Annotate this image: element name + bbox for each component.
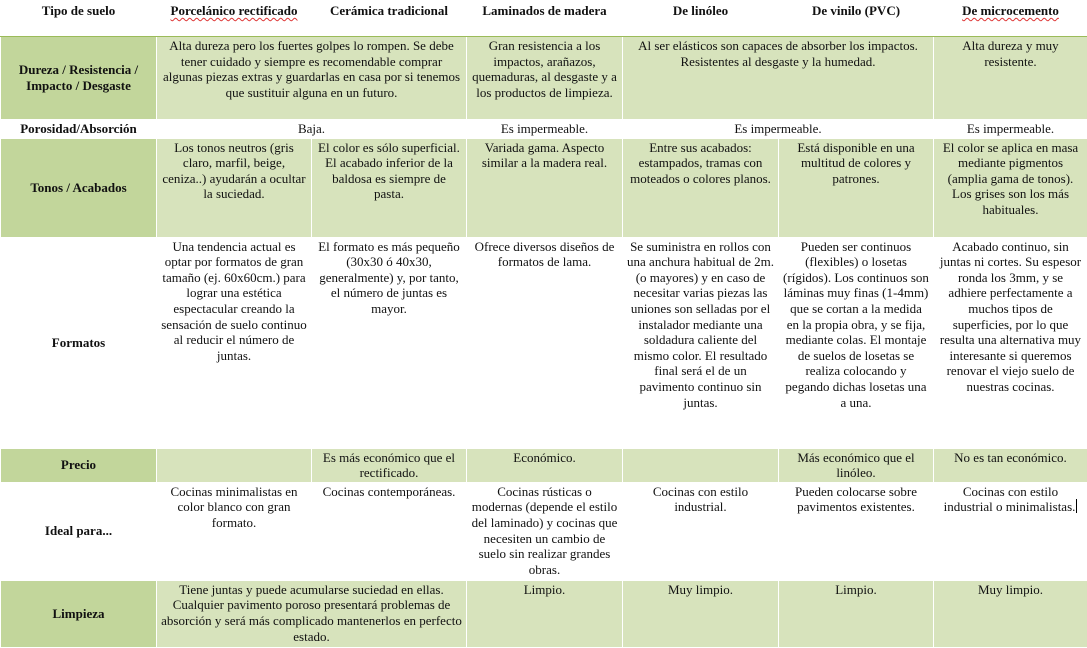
cell-limpieza-porcelanico-ceramica: Tiene juntas y puede acumularse suciedad en ellas. Cualquier pavimento poroso presentará problemas de absorción y será más complicado mantenerlos en perfecto estado.	[157, 580, 467, 647]
header-porcelanico	[157, 1, 312, 37]
row-label-ideal: Ideal para...	[1, 482, 157, 580]
cell-limpieza-vinilo: Limpio.	[779, 580, 934, 647]
cell-dureza-laminados: Gran resistencia a los impactos, arañazos, quemaduras, al desgaste y a los productos de limpieza.	[467, 37, 623, 120]
row-label-limpieza: Limpieza	[1, 580, 157, 647]
cell-limpieza-linoleo: Muy limpio.	[623, 580, 779, 647]
cell-dureza-porcelanico-ceramica: Alta dureza pero los fuertes golpes lo rompen. Se debe tener cuidado y siempre es recomendable comprar algunas piezas extras y guardarlas en casa por si tenemos que sustituir alguna en un futuro.	[157, 37, 467, 120]
cell-tonos-ceramica: El color es sólo superficial. El acabado inferior de la baldosa es siempre de pasta.	[312, 138, 467, 237]
row-ideal	[1, 482, 1087, 580]
cell-limpieza-laminados: Limpio.	[467, 580, 623, 647]
text-cursor	[1076, 499, 1077, 513]
cell-formatos-porcelanico: Una tendencia actual es optar por formatos de gran tamaño (ej. 60x60cm.) para lograr una estética espectacular creando la sensación de suelo continuo al reducir el número de juntas.	[157, 237, 312, 448]
header-ceramica: Cerámica tradicional	[312, 1, 467, 37]
row-label-precio: Precio	[1, 448, 157, 482]
cell-dureza-linoleo-vinilo: Al ser elásticos son capaces de absorber los impactos. Resistentes al desgaste y la humedad.	[623, 37, 934, 120]
cell-tonos-porcelanico: Los tonos neutros (gris claro, marfil, beige, ceniza..) ayudarán a ocultar la suciedad.	[157, 138, 312, 237]
cell-precio-ceramica: Es más económico que el rectificado.	[312, 448, 467, 482]
cell-formatos-laminados: Ofrece diversos diseños de formatos de lama.	[467, 237, 623, 448]
header-tipo-de-suelo: Tipo de suelo	[1, 1, 157, 37]
header-microcemento	[934, 1, 1087, 37]
cell-limpieza-microcemento: Muy limpio.	[934, 580, 1087, 647]
row-precio	[1, 448, 1087, 482]
cell-ideal-porcelanico: Cocinas minimalistas en color blanco con gran formato.	[157, 482, 312, 580]
cell-ideal-microcemento	[934, 482, 1087, 580]
cell-precio-microcemento: No es tan económico.	[934, 448, 1087, 482]
cell-tonos-microcemento: El color se aplica en masa mediante pigmentos (amplia gama de tonos). Los grises son los más habituales.	[934, 138, 1087, 237]
cell-tonos-linoleo: Entre sus acabados: estampados, tramas con moteados o colores planos.	[623, 138, 779, 237]
cell-precio-porcelanico	[157, 448, 312, 482]
cell-formatos-vinilo: Pueden ser continuos (flexibles) o losetas (rígidos). Los continuos son láminas muy finas (1-4mm) que se cortan a la medida en la propia obra, y se fija, mediante colas. El montaje de suelos de losetas se realiza colocando y pegando dichas losetas una a una.	[779, 237, 934, 448]
cell-ideal-vinilo: Pueden colocarse sobre pavimentos existentes.	[779, 482, 934, 580]
header-linoleo: De linóleo	[623, 1, 779, 37]
cell-formatos-linoleo: Se suministra en rollos con una anchura habitual de 2m. (o mayores) y en caso de necesitar varias piezas las uniones son selladas por el instalador mediante una soldadura caliente del mismo color. El resultado final será el de un pavimento continuo sin juntas.	[623, 237, 779, 448]
cell-ideal-microcemento-text: Cocinas con estilo industrial o minimalistas.	[944, 484, 1076, 515]
row-tonos	[1, 138, 1087, 237]
row-label-formatos: Formatos	[1, 237, 157, 448]
cell-formatos-ceramica: El formato es más pequeño (30x30 ó 40x30, generalmente) y, por tanto, el número de juntas es mayor.	[312, 237, 467, 448]
row-formatos	[1, 237, 1087, 448]
cell-porosidad-porcelanico-ceramica: Baja.	[157, 120, 467, 139]
row-label-porosidad: Porosidad/Absorción	[1, 120, 157, 139]
cell-precio-laminados: Económico.	[467, 448, 623, 482]
cell-porosidad-laminados: Es impermeable.	[467, 120, 623, 139]
header-vinilo: De vinilo (PVC)	[779, 1, 934, 37]
cell-precio-vinilo: Más económico que el linóleo.	[779, 448, 934, 482]
row-label-tonos: Tonos / Acabados	[1, 138, 157, 237]
cell-porosidad-linoleo-vinilo: Es impermeable.	[623, 120, 934, 139]
cell-tonos-vinilo: Está disponible en una multitud de colores y patrones.	[779, 138, 934, 237]
header-laminados: Laminados de madera	[467, 1, 623, 37]
cell-ideal-linoleo: Cocinas con estilo industrial.	[623, 482, 779, 580]
cell-formatos-microcemento: Acabado continuo, sin juntas ni cortes. Su espesor ronda los 3mm, y se adhiere perfectamente a muchos tipos de superficies, por lo que resulta una alternativa muy interesante si queremos renovar el viejo suelo de nuestras cocinas.	[934, 237, 1087, 448]
cell-ideal-ceramica: Cocinas contemporáneas.	[312, 482, 467, 580]
header-porcelanico-text: Porcelánico rectificado	[171, 3, 298, 18]
header-microcemento-text: De microcemento	[962, 3, 1059, 18]
cell-dureza-microcemento: Alta dureza y muy resistente.	[934, 37, 1087, 120]
cell-porosidad-microcemento: Es impermeable.	[934, 120, 1087, 139]
row-porosidad	[1, 120, 1087, 139]
row-limpieza	[1, 580, 1087, 647]
header-row	[1, 1, 1087, 37]
row-dureza	[1, 37, 1087, 120]
cell-tonos-laminados: Variada gama. Aspecto similar a la madera real.	[467, 138, 623, 237]
cell-precio-linoleo	[623, 448, 779, 482]
cell-ideal-laminados: Cocinas rústicas o modernas (depende el estilo del laminado) y cocinas que necesiten un cambio de suelo sin realizar grandes obras.	[467, 482, 623, 580]
row-label-dureza: Dureza / Resistencia / Impacto / Desgaste	[1, 37, 157, 120]
